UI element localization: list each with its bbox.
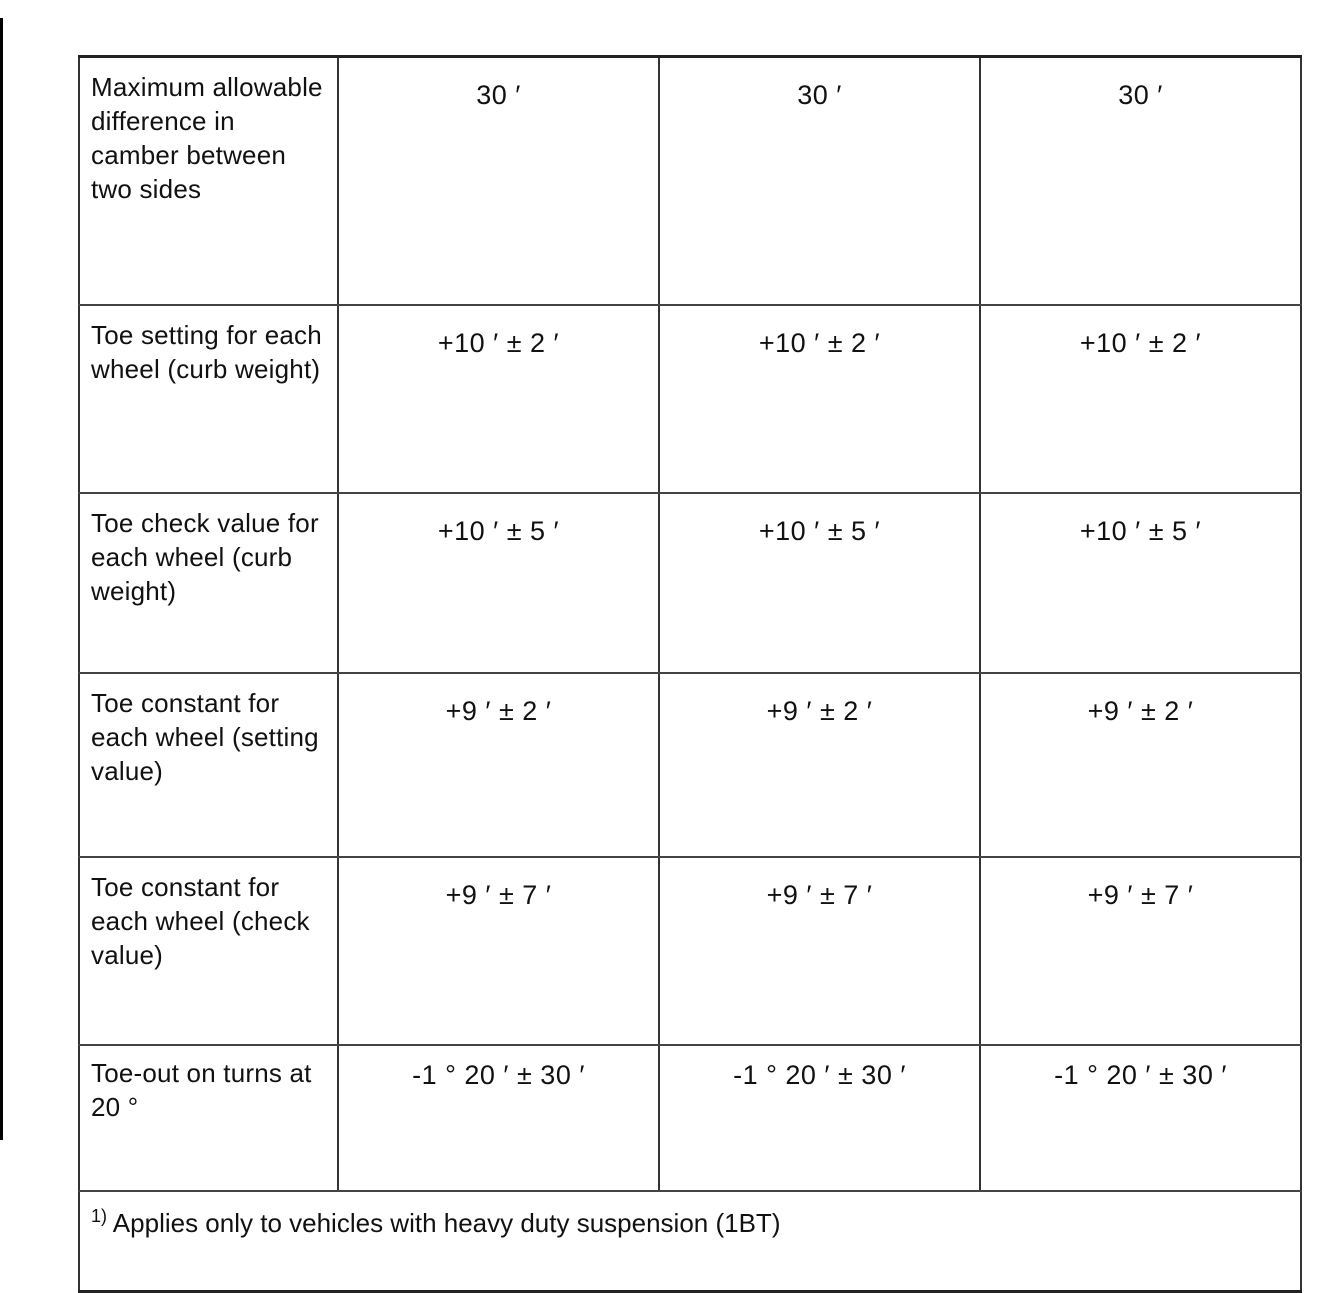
value-cell: +9 ′ ± 7 ′ [659,857,980,1045]
value-cell: +10 ′ ± 2 ′ [659,305,980,493]
value-cell: +9 ′ ± 2 ′ [659,673,980,857]
value-cell: 30 ′ [980,57,1301,306]
value-cell: +9 ′ ± 2 ′ [980,673,1301,857]
wheel-alignment-spec-table [78,55,1302,1293]
row-label: Toe check value for each wheel (curb weight) [79,493,338,673]
table-row-toe-constant-setting [79,673,1301,857]
value-cell: +10 ′ ± 5 ′ [659,493,980,673]
value-cell: +9 ′ ± 2 ′ [338,673,659,857]
value-cell: +10 ′ ± 2 ′ [338,305,659,493]
row-label: Toe setting for each wheel (curb weight) [79,305,338,493]
value-cell: -1 ° 20 ′ ± 30 ′ [659,1045,980,1191]
value-cell: +10 ′ ± 5 ′ [980,493,1301,673]
table-row-camber-difference [79,57,1301,306]
table-row-toe-setting [79,305,1301,493]
page-margin-rule [0,18,3,1140]
value-cell: 30 ′ [338,57,659,306]
table-row-toe-out-on-turns [79,1045,1301,1191]
table-row-toe-constant-check [79,857,1301,1045]
value-cell: +10 ′ ± 2 ′ [980,305,1301,493]
footnote-text: Applies only to vehicles with heavy duty suspension (1BT) [107,1208,781,1238]
row-label: Toe constant for each wheel (setting value) [79,673,338,857]
row-label: Toe-out on turns at 20 ° [79,1045,338,1191]
value-cell: +10 ′ ± 5 ′ [338,493,659,673]
table-footnote-row [79,1191,1301,1292]
value-cell: -1 ° 20 ′ ± 30 ′ [338,1045,659,1191]
row-label: Maximum allowable difference in camber between two sides [79,57,338,306]
value-cell: +9 ′ ± 7 ′ [980,857,1301,1045]
value-cell: 30 ′ [659,57,980,306]
row-label: Toe constant for each wheel (check value) [79,857,338,1045]
footnote [79,1191,1301,1292]
value-cell: -1 ° 20 ′ ± 30 ′ [980,1045,1301,1191]
value-cell: +9 ′ ± 7 ′ [338,857,659,1045]
footnote-marker: 1) [91,1206,108,1226]
table-row-toe-check-value [79,493,1301,673]
